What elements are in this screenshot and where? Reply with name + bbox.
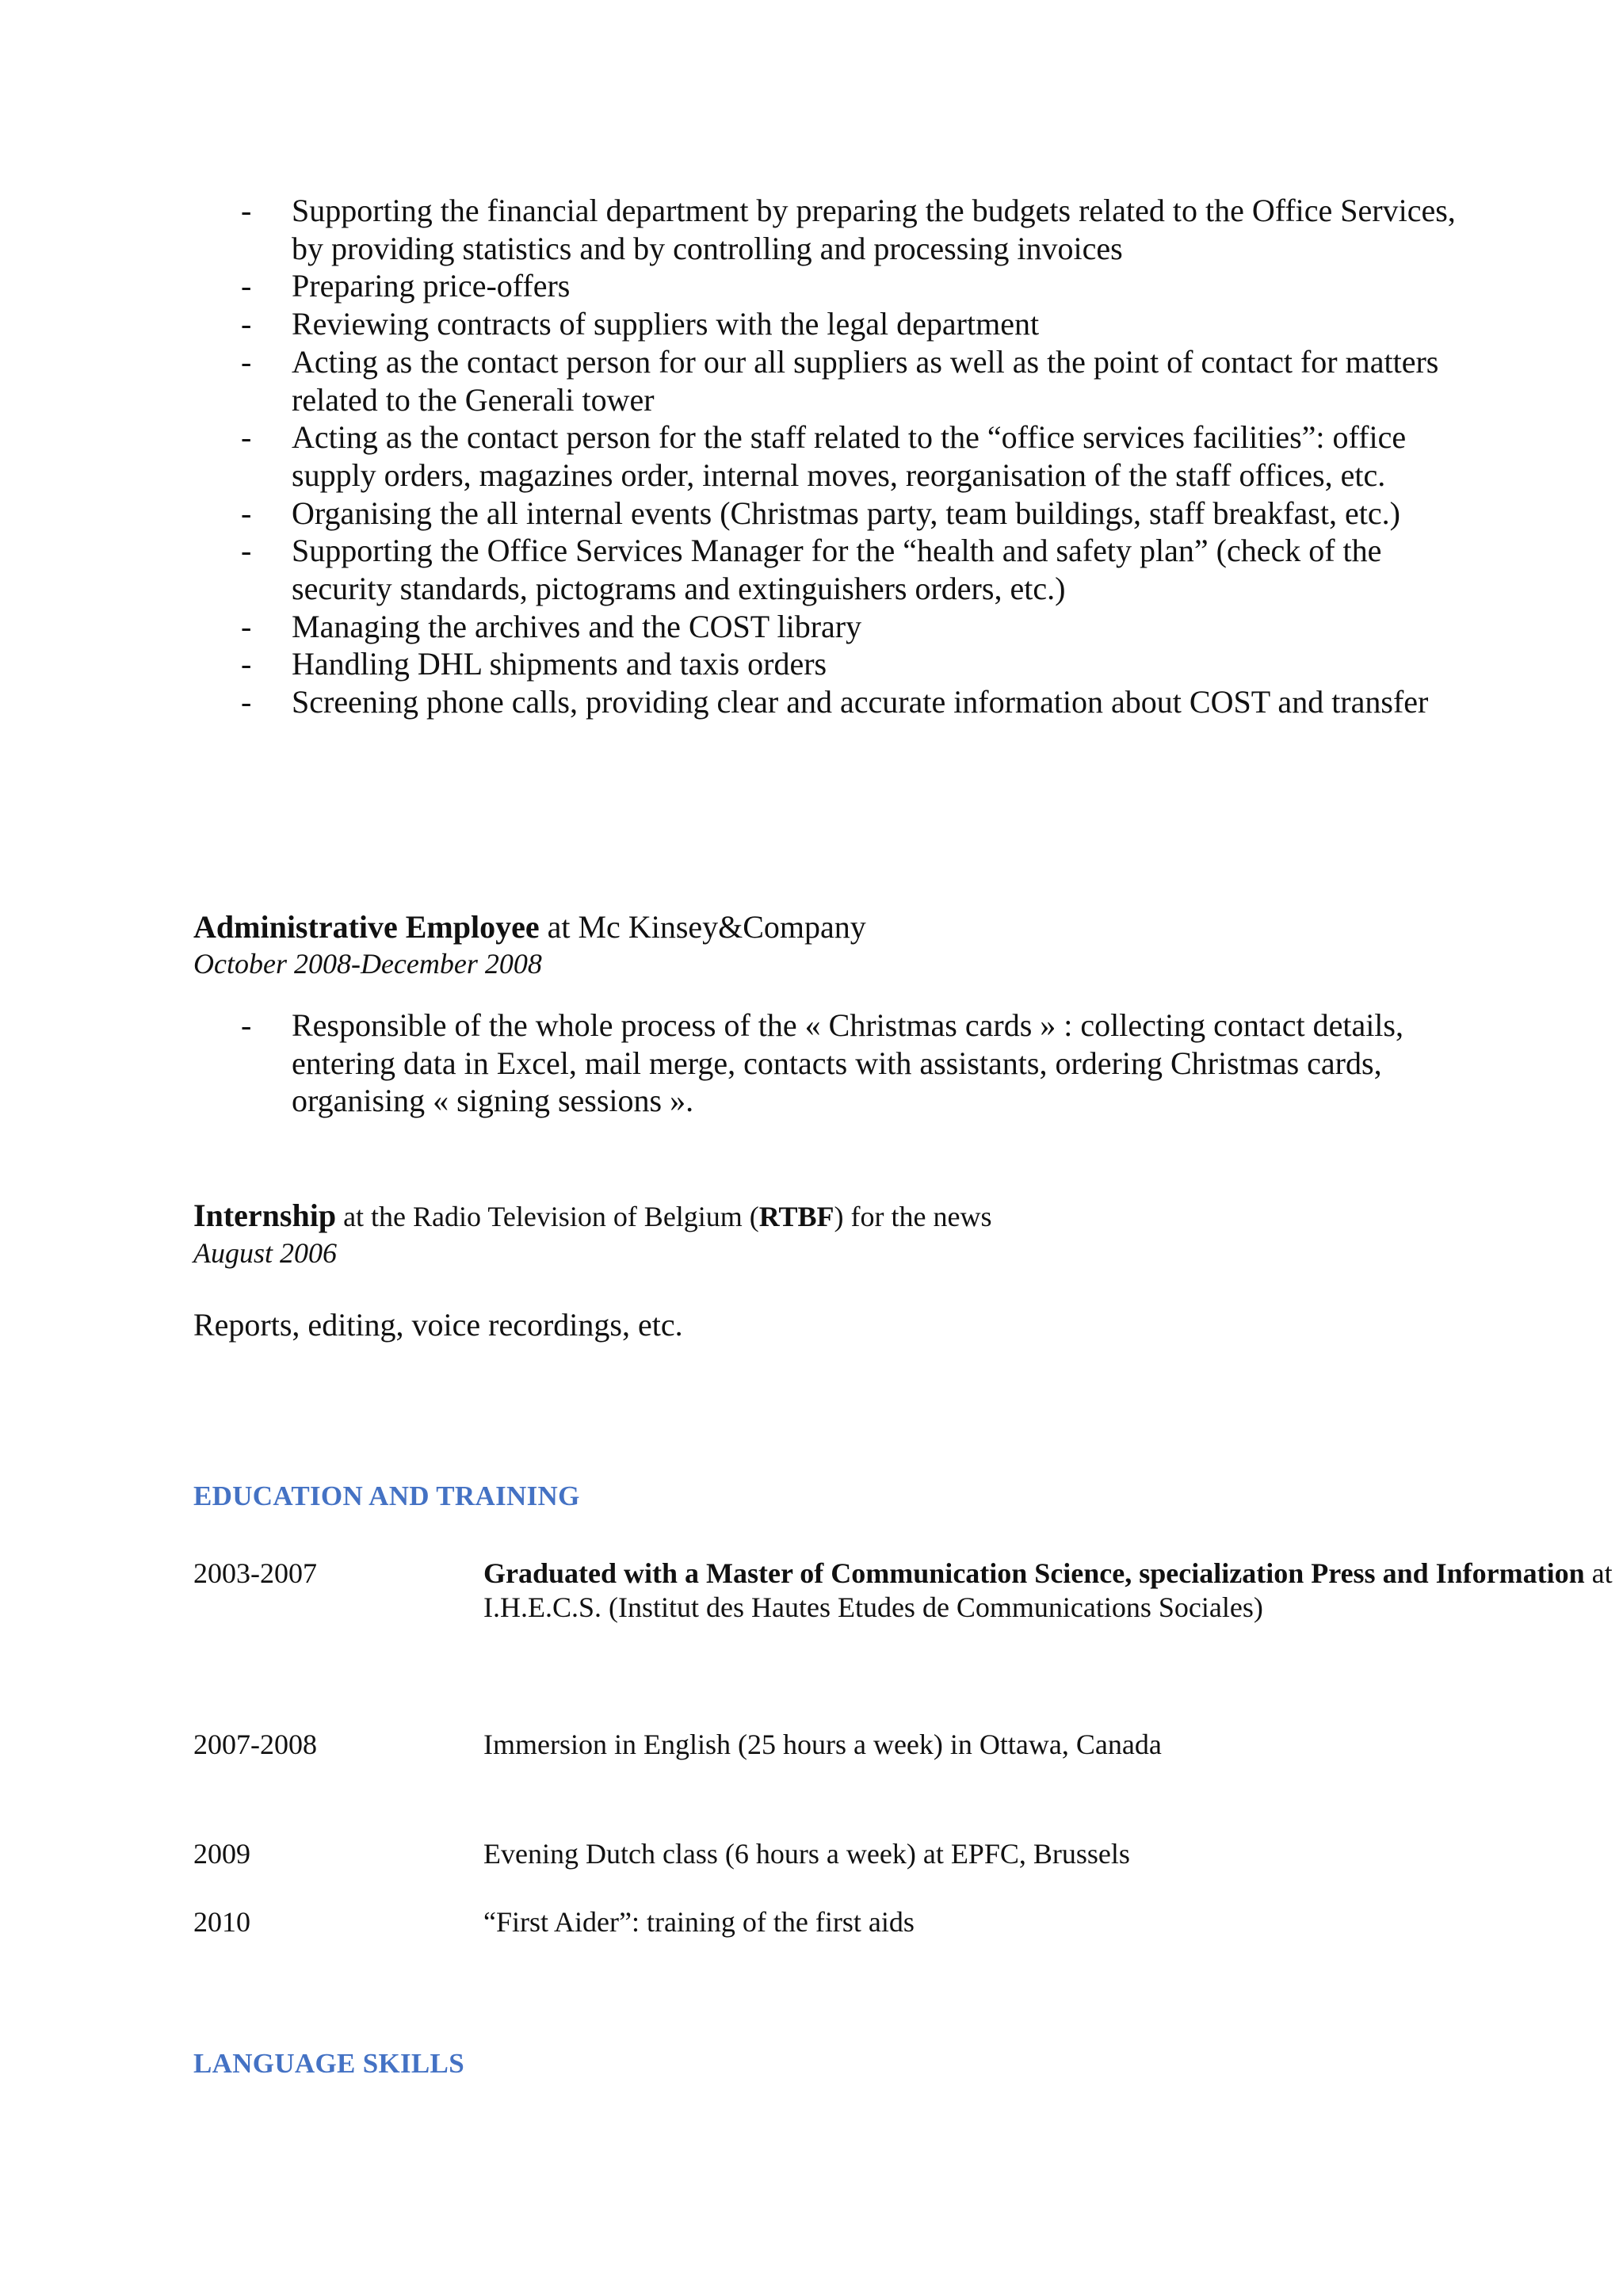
job-employer: at Mc Kinsey&Company xyxy=(539,909,866,945)
education-heading: EDUCATION AND TRAINING xyxy=(193,1480,580,1511)
list-item: - Reviewing contracts of suppliers with the legal department xyxy=(241,305,1477,343)
job-title: Administrative Employee xyxy=(193,909,540,945)
job-employer-suffix: ) for the news xyxy=(834,1201,992,1232)
list-item: - Responsible of the whole process of the « Christmas cards » : collecting contact details, entering data in Excel, mail merge, contacts with assistants, ordering Christmas cards, organising « signing sessions ». xyxy=(241,1007,1477,1120)
admin-responsibilities-list xyxy=(241,1007,1477,1120)
list-item: - Supporting the financial department by preparing the budgets related to the Office Services, by providing statistics and by controlling and processing invoices xyxy=(241,192,1477,267)
education-year: 2003-2007 xyxy=(193,1557,317,1589)
education-row xyxy=(193,1557,1613,1660)
job-admin-header xyxy=(193,908,1509,981)
education-year: 2009 xyxy=(193,1838,250,1870)
job-organization: RTBF xyxy=(758,1201,834,1232)
responsibilities-list xyxy=(241,192,1477,721)
job-title-line xyxy=(193,1197,1509,1236)
intern-description: Reports, editing, voice recordings, etc. xyxy=(193,1307,683,1343)
education-description: “First Aider”: training of the first aids xyxy=(483,1906,915,1938)
education-institution: at I.H.E.C.S. (Institut des Hautes Etudes de Communications Sociales) xyxy=(483,1557,1613,1623)
job-intern-header xyxy=(193,1197,1509,1270)
list-item: - Handling DHL shipments and taxis orders xyxy=(241,645,1477,683)
education-degree: Graduated with a Master of Communication Science, specialization Press and Information xyxy=(483,1557,1585,1589)
education-row xyxy=(193,1728,1541,1763)
list-item: - Organising the all internal events (Christmas party, team buildings, staff breakfast, etc.) xyxy=(241,495,1477,533)
list-item: - Screening phone calls, providing clear and accurate information about COST and transfer xyxy=(241,683,1477,721)
list-item: - Acting as the contact person for the staff related to the “office services facilities”: office supply orders, magazines order, internal moves, reorganisation of the staff offices, etc. xyxy=(241,418,1477,494)
job-employer-part: at the Radio Television of Belgium ( xyxy=(336,1201,759,1232)
job-title-line xyxy=(193,908,1509,946)
list-item: - Managing the archives and the COST library xyxy=(241,608,1477,646)
list-item: - Preparing price-offers xyxy=(241,267,1477,305)
education-row xyxy=(193,1837,1541,1872)
education-description: Immersion in English (25 hours a week) in Ottawa, Canada xyxy=(483,1729,1162,1760)
education-description: Evening Dutch class (6 hours a week) at EPFC, Brussels xyxy=(483,1838,1130,1870)
job-date: August 2006 xyxy=(193,1237,338,1269)
job-title: Internship xyxy=(193,1198,337,1233)
job-date: October 2008-December 2008 xyxy=(193,948,542,980)
language-skills-heading: LANGUAGE SKILLS xyxy=(193,2048,464,2079)
education-description xyxy=(483,1557,1623,1625)
list-item: - Acting as the contact person for our all suppliers as well as the point of contact for matters related to the Generali tower xyxy=(241,343,1477,418)
education-year: 2007-2008 xyxy=(193,1729,317,1760)
education-row xyxy=(193,1905,1541,1940)
education-year: 2010 xyxy=(193,1906,250,1938)
list-item: - Supporting the Office Services Manager for the “health and safety plan” (check of the security standards, pictograms and extinguishers orders, etc.) xyxy=(241,532,1477,607)
